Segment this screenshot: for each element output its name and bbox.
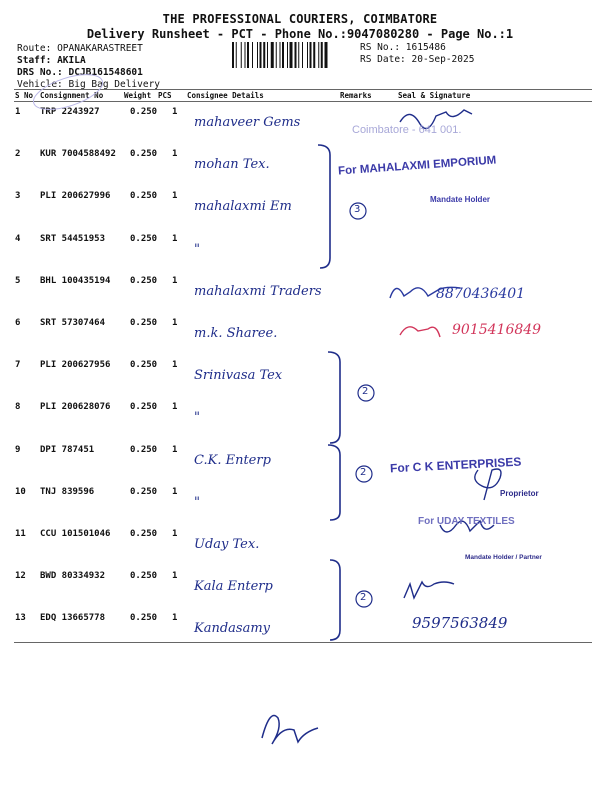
row-weight: 0.250	[130, 444, 158, 455]
signature-ck	[475, 469, 501, 500]
row-consignment-no: BHL 100435194	[40, 275, 111, 286]
row-weight: 0.250	[130, 402, 158, 413]
row-weight: 0.250	[130, 191, 158, 202]
rs-date-value: 20-Sep-2025	[411, 54, 475, 65]
row-consignment-no: SRT 54451953	[40, 233, 106, 244]
stamp-coimbatore: Coimbatore - 641 001.	[352, 124, 462, 136]
rs-date-line: RS Date: 20-Sep-2025	[360, 54, 475, 65]
row-consignee: m.k. Sharee.	[194, 326, 278, 341]
col-consignee: Consignee Details	[187, 91, 264, 100]
route-line: Route: OPANAKARASTREET	[17, 43, 143, 54]
staff-value: AKILA	[57, 55, 86, 66]
row-pcs: 1	[172, 191, 178, 202]
stamp-mahalaxmi: For MAHALAXMI EMPORIUM	[337, 154, 497, 178]
row-consignment-no: DPI 787451	[40, 444, 95, 455]
stamp-uday: For UDAY TEXTILES	[418, 516, 515, 527]
brace-group-b	[328, 352, 340, 443]
group-count-c: 2	[360, 467, 367, 478]
row-pcs: 1	[172, 486, 178, 497]
row-weight: 0.250	[130, 486, 158, 497]
brace-group-a	[318, 145, 330, 268]
row-consignee: mahaveer Gems	[194, 115, 301, 130]
row-sno: 13	[15, 613, 26, 624]
row-weight: 0.250	[130, 571, 158, 582]
row-weight: 0.250	[130, 149, 158, 160]
row-consignee: mohan Tex.	[194, 157, 270, 173]
row-consignment-no: TRP 2243927	[40, 107, 100, 117]
row-consignment-no: PLI 200628076	[40, 402, 111, 413]
row-sno: 3	[15, 191, 21, 202]
stamp-ck-sub: Proprietor	[500, 489, 539, 498]
row-consignment-no: BWD 80334932	[40, 571, 106, 582]
col-weight: Weight	[124, 91, 152, 100]
group-count-a: 3	[354, 204, 361, 215]
row-pcs: 1	[172, 233, 178, 244]
row-weight: 0.250	[130, 233, 158, 244]
row-sno: 12	[15, 571, 26, 582]
stamp-uday-sub: Mandate Holder / Partner	[465, 554, 542, 561]
rs-no-line: RS No.: 1615486	[360, 42, 446, 53]
row-pcs: 1	[172, 444, 178, 455]
rs-no-value: 1615486	[405, 42, 446, 53]
row-weight: 0.250	[130, 360, 158, 371]
row-consignment-no: KUR 7004588492	[40, 149, 116, 160]
row-weight: 0.250	[130, 107, 158, 117]
group-count-b: 2	[362, 386, 369, 397]
row-consignee: Kala Enterp	[194, 579, 273, 595]
row-sno: 7	[15, 360, 21, 371]
row-sno: 4	[15, 233, 21, 244]
remark-phone-row6: 9015416849	[452, 322, 542, 338]
row-weight: 0.250	[130, 529, 158, 539]
row-consignee: C.K. Enterp	[194, 452, 271, 468]
row-pcs: 1	[172, 149, 178, 160]
runsheet-subtitle: Delivery Runsheet - PCT - Phone No.:9047080280 - Page No.:1	[86, 27, 514, 41]
row-consignee: "	[194, 494, 200, 510]
route-value: OPANAKARASTREET	[57, 43, 143, 54]
brace-group-d	[330, 560, 340, 640]
row-consignment-no: PLI 200627956	[40, 360, 111, 371]
row-consignee: mahalaxmi Em	[194, 199, 292, 215]
signature-row6	[400, 327, 440, 337]
row-consignment-no: CCU 101501046	[40, 529, 111, 539]
col-seal: Seal & Signature	[398, 91, 471, 100]
footer-signature	[262, 716, 318, 745]
row-pcs: 1	[172, 613, 178, 624]
faint-stamp	[29, 68, 106, 117]
row-sno: 9	[15, 444, 21, 455]
row-sno: 10	[15, 486, 26, 497]
row-sno: 6	[15, 318, 21, 328]
group-count-d: 2	[360, 592, 367, 603]
row-weight: 0.250	[130, 613, 158, 624]
remark-phone-row13: 9597563849	[412, 614, 508, 632]
remark-phone-row5: 8870436401	[436, 286, 526, 302]
row-pcs: 1	[172, 318, 178, 328]
stamp-ck: For C K ENTERPRISES	[389, 454, 522, 476]
row-sno: 8	[15, 402, 21, 413]
row-pcs: 1	[172, 529, 178, 539]
row-consignee: mahalaxmi Traders	[194, 283, 322, 299]
row-sno: 2	[15, 149, 21, 160]
col-remarks: Remarks	[340, 91, 372, 100]
row-sno: 5	[15, 275, 21, 286]
brace-group-c	[328, 445, 340, 520]
row-consignment-no: EDQ 13665778	[40, 613, 106, 624]
row-pcs: 1	[172, 107, 178, 117]
row-sno: 1	[15, 107, 21, 117]
col-consignment: Consignment No	[40, 91, 104, 100]
row-consignment-no: PLI 200627996	[40, 191, 111, 202]
row-consignee: Srinivasa Tex	[194, 368, 283, 384]
row-weight: 0.250	[130, 318, 158, 328]
row-pcs: 1	[172, 402, 178, 413]
signature-row12	[404, 582, 454, 598]
col-pcs: PCS	[158, 91, 172, 100]
row-pcs: 1	[172, 571, 178, 582]
col-sno: S No	[15, 91, 34, 100]
drs-line: DRS No.: DCJB161548601	[17, 67, 143, 78]
row-pcs: 1	[172, 275, 178, 286]
row-consignment-no: SRT 57307464	[40, 318, 106, 328]
row-consignee: "	[194, 410, 200, 426]
row-consignee: Uday Tex.	[194, 537, 260, 552]
row-weight: 0.250	[130, 275, 158, 286]
staff-line: Staff: AKILA	[17, 55, 86, 66]
row-consignee: Kandasamy	[194, 621, 271, 637]
row-consignee: "	[194, 241, 200, 257]
row-sno: 11	[15, 529, 26, 539]
vehicle-line: Vehicle: Big Bag Delivery	[17, 79, 161, 90]
drs-value: DCJB161548601	[68, 67, 143, 78]
stamp-mahalaxmi-sub: Mandate Holder	[430, 195, 491, 204]
company-title: THE PROFESSIONAL COURIERS, COIMBATORE	[162, 12, 438, 26]
vehicle-value: Big Bag Delivery	[68, 79, 161, 90]
row-consignment-no: TNJ 839596	[40, 486, 95, 497]
row-pcs: 1	[172, 360, 178, 371]
